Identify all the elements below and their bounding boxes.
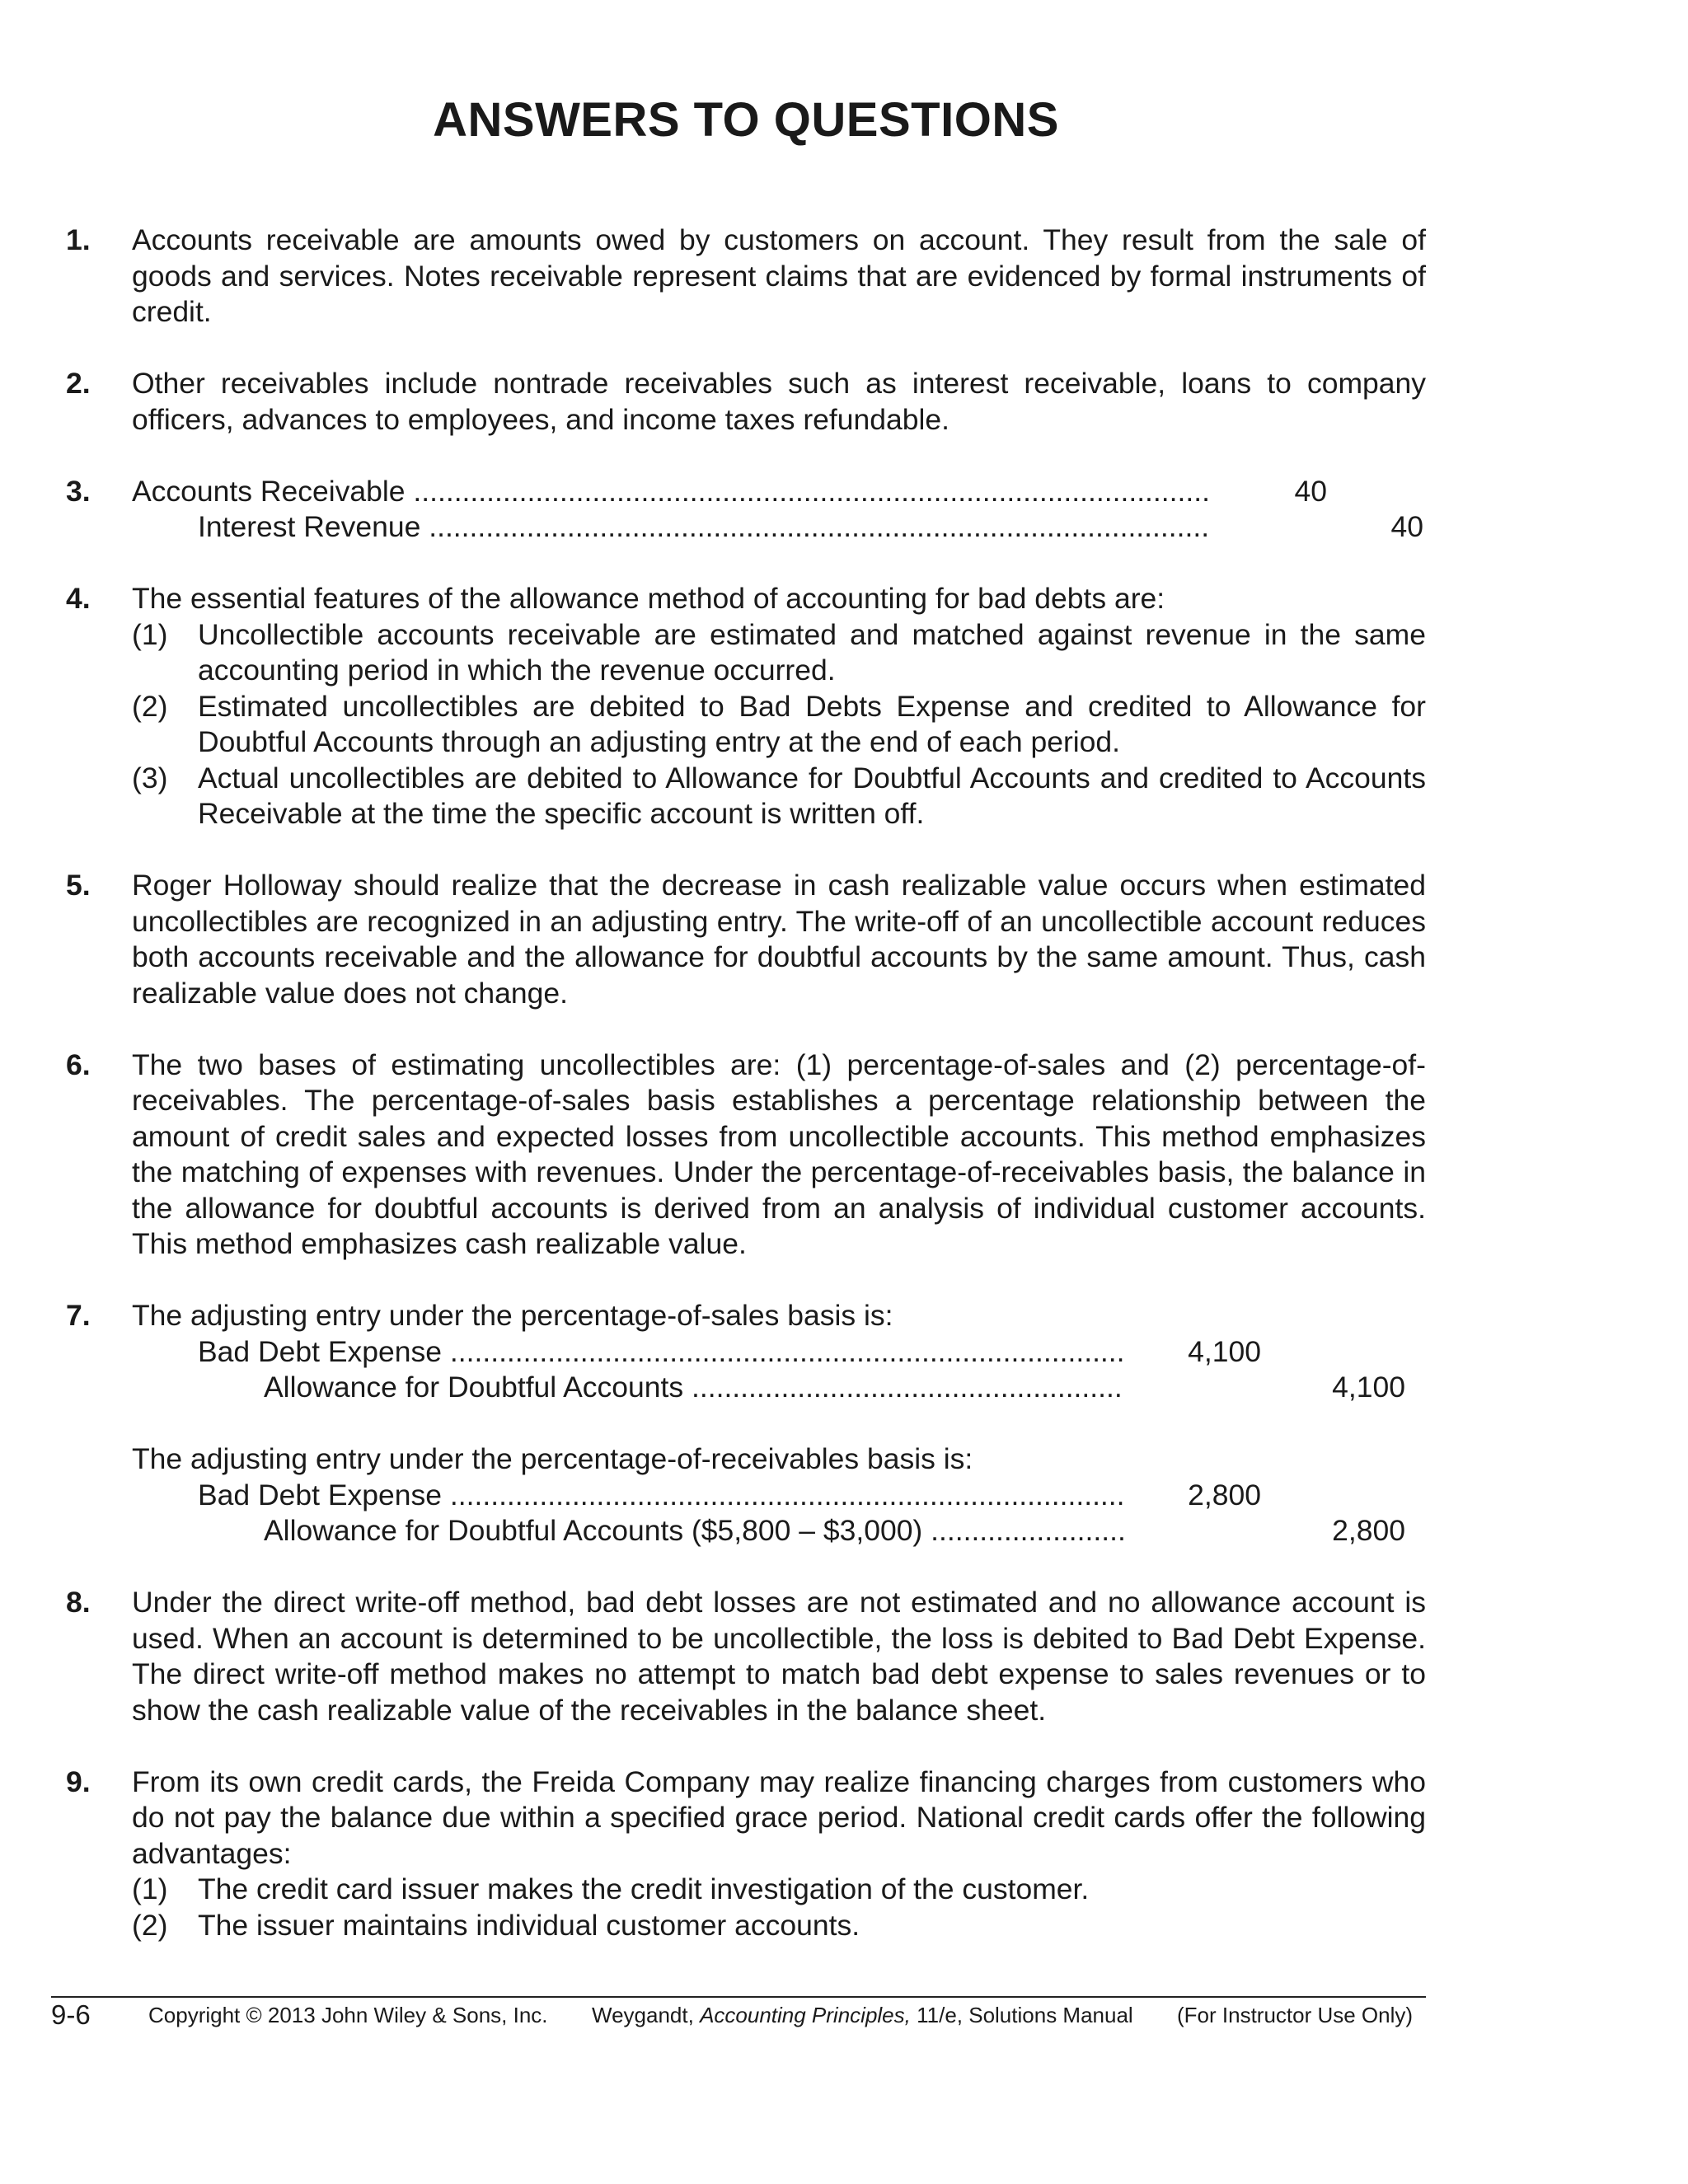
answer-text: Roger Holloway should realize that the decrease in cash realizable value occurs when estimated uncollectibles are recognized in an adjusting entry. The write-off of an uncollectible account reduces both accounts receivable and the allowance for doubtful accounts by the same amount. Thus, cash realizable value does not change.: [132, 869, 1426, 1010]
journal-credit-line: [132, 1513, 1426, 1549]
answer-subitem: [132, 689, 1426, 761]
subitem-label: (1): [132, 617, 168, 651]
answer-4: [66, 581, 1426, 832]
journal-debit-line: [132, 1334, 1426, 1371]
debit-amount: 2,800: [1188, 1478, 1261, 1511]
journal-credit-line: [132, 1370, 1426, 1406]
footer-copyright: Copyright © 2013 John Wiley & Sons, Inc.: [148, 2003, 548, 2027]
subitem-text: The credit card issuer makes the credit investigation of the customer.: [198, 1872, 1090, 1905]
answer-subitem: [132, 617, 1426, 689]
answer-5: [66, 868, 1426, 1011]
answer-number: 8.: [66, 1586, 91, 1619]
answer-7: [66, 1298, 1426, 1549]
answer-6: [66, 1047, 1426, 1263]
answer-9: [66, 1765, 1426, 1944]
subitem-label: (1): [132, 1872, 168, 1905]
debit-amount: 4,100: [1188, 1334, 1261, 1368]
answer-text: From its own credit cards, the Freida Company may realize financing charges from customers who do not pay the balance due within a specified grace period. National credit cards offer the following advantages:: [132, 1765, 1426, 1870]
answer-number: 9.: [66, 1765, 91, 1798]
subitem-label: (2): [132, 689, 168, 723]
account-name: Bad Debt Expense .....: [198, 1334, 1123, 1371]
answer-subitem: [132, 761, 1426, 832]
answer-number: 5.: [66, 869, 91, 902]
footer-book-title: Accounting Principles,: [700, 2003, 911, 2027]
answer-subitem: [132, 1872, 1426, 1908]
answer-1: [66, 223, 1426, 330]
footer-book-citation: [592, 2003, 1133, 2028]
subitem-text: The issuer maintains individual customer accounts.: [198, 1908, 860, 1942]
answer-text: The adjusting entry under the percentage-of-receivables basis is:: [132, 1442, 973, 1475]
footer-usage-note: (For Instructor Use Only): [1177, 2003, 1414, 2027]
footer-author: Weygandt,: [592, 2003, 694, 2027]
answer-text: Accounts receivable are amounts owed by customers on account. They result from the sale of goods and services. Notes receivable represent claims that are evidenced by formal instruments of credit.: [132, 223, 1426, 328]
account-name: Allowance for Doubtful Accounts ($5,800 – $3,000) .....: [264, 1513, 1123, 1549]
journal-credit-line: [132, 509, 1426, 546]
answer-number: 3.: [66, 474, 91, 508]
subitem-text: Actual uncollectibles are debited to Allowance for Doubtful Accounts and credited to Accounts Receivable at the time the specific account is written off.: [198, 761, 1426, 830]
answer-text: The two bases of estimating uncollectibles are: (1) percentage-of-sales and (2) percentage-of-receivables. The percentage-of-sales basis establishes a percentage relationship between the amount of credit sales and expected losses from uncollectible accounts. This method emphasizes the matching of expenses with revenues. Under the percentage-of-receivables basis, the balance in the allowance for doubtful accounts is derived from an analysis of individual customer accounts. This method emphasizes cash realizable value.: [132, 1047, 1426, 1260]
credit-amount: 4,100: [1332, 1371, 1405, 1404]
account-name: Accounts Receivable .....: [132, 474, 1207, 510]
debit-amount: 40: [1294, 474, 1327, 508]
credit-amount: 2,800: [1332, 1514, 1405, 1547]
answer-number: 1.: [66, 223, 91, 256]
page-number: 9-6: [51, 1999, 91, 2030]
answer-text: The essential features of the allowance method of accounting for bad debts are:: [132, 582, 1165, 615]
credit-amount: 40: [1390, 510, 1423, 543]
subitem-text: Estimated uncollectibles are debited to Bad Debts Expense and credited to Allowance for Doubtful Accounts through an adjusting entry at the end of each period.: [198, 689, 1426, 758]
footer-edition: 11/e, Solutions Manual: [917, 2003, 1133, 2027]
account-name: Allowance for Doubtful Accounts .....: [264, 1370, 1123, 1406]
answer-subitem: [132, 1908, 1426, 1944]
answers-body: [66, 223, 1426, 1980]
answer-number: 7.: [66, 1299, 91, 1332]
answer-2: [66, 366, 1426, 438]
answer-text: Other receivables include nontrade receivables such as interest receivable, loans to company officers, advances to employees, and income taxes refundable.: [132, 367, 1426, 436]
page-title: ANSWERS TO QUESTIONS: [433, 93, 1059, 147]
answer-number: 4.: [66, 582, 91, 615]
footer-divider: [51, 1996, 1426, 1998]
answer-8: [66, 1585, 1426, 1728]
answer-number: 6.: [66, 1047, 91, 1081]
account-name: Bad Debt Expense .....: [198, 1478, 1123, 1514]
answer-3: [66, 474, 1426, 546]
answer-number: 2.: [66, 367, 91, 400]
subitem-label: (3): [132, 761, 168, 794]
account-name: Interest Revenue .....: [198, 509, 1207, 546]
answer-text: The adjusting entry under the percentage-of-sales basis is:: [132, 1299, 893, 1332]
journal-debit-line: [132, 474, 1426, 510]
answer-text: Under the direct write-off method, bad debt losses are not estimated and no allowance account is used. When an account is determined to be uncollectible, the loss is debited to Bad Debt Expense. The direct write-off method makes no attempt to match bad debt expense to sales revenues or to show the cash realizable value of the receivables in the balance sheet.: [132, 1586, 1426, 1727]
subitem-text: Uncollectible accounts receivable are estimated and matched against revenue in the same accounting period in which the revenue occurred.: [198, 617, 1426, 687]
journal-debit-line: [132, 1478, 1426, 1514]
subitem-label: (2): [132, 1908, 168, 1942]
